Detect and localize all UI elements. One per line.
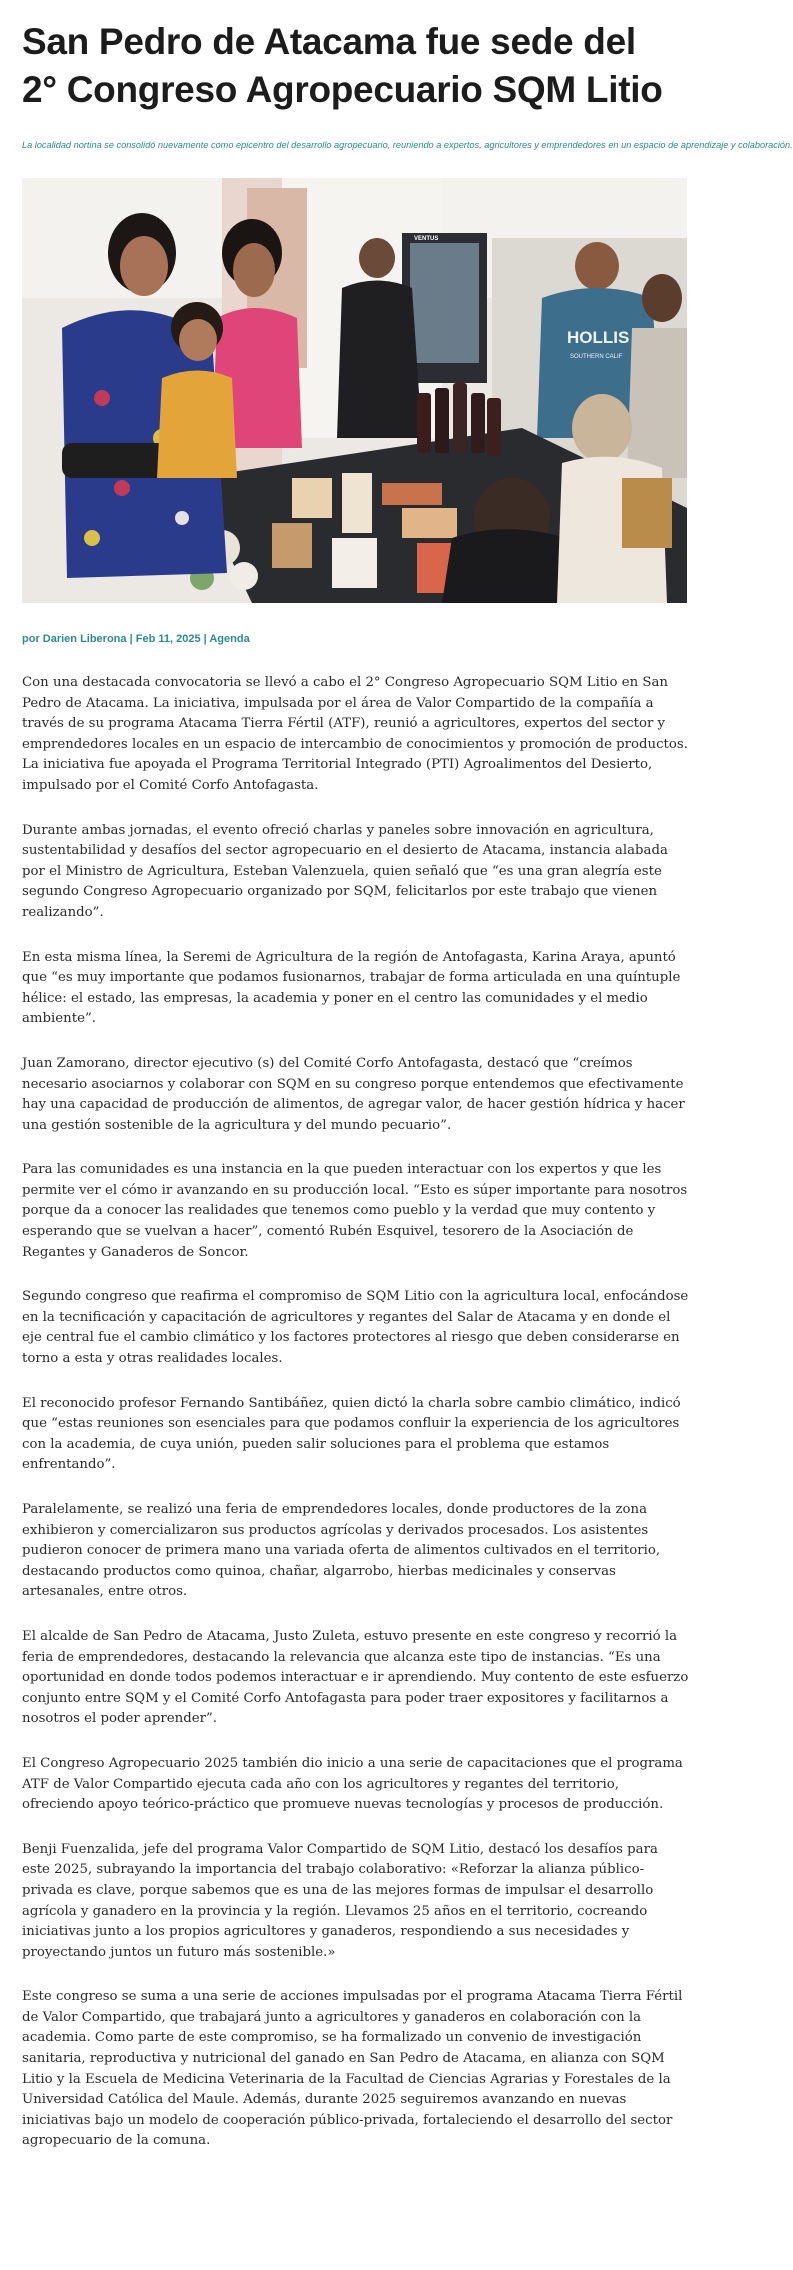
article-paragraph: El Congreso Agropecuario 2025 también dio inicio a una serie de capacitaciones que el programa ATF de Valor Compartido ejecuta cada año con los agricultores y regantes del territorio, ofreciendo apoyo teórico-práctico que promueve nuevas tecnologías y procesos de producción. <box>22 1755 683 1813</box>
article-paragraph: Durante ambas jornadas, el evento ofreció charlas y paneles sobre innovación en agricultura, sustentabilidad y desafíos del sector agropecuario en el desierto de Atacama, instancia alabada por el Ministro de Agricultura, Esteban Valenzuela, quien señaló que “es una gran alegría este segundo Congreso Agropecuario organizado por SQM, felicitarlos por este trabajo que vienen realizando”. <box>22 822 668 920</box>
article-paragraph: El alcalde de San Pedro de Atacama, Justo Zuleta, estuvo presente en este congreso y recorrió la feria de emprendedores, destacando la relevancia que alcanza este tipo de instancias. “Es una oportunidad en donde todos podemos interactuar e ir aprendiendo. Muy contento de este esfuerzo conjunto entre SQM y el Comité Corfo Antofagasta para poder traer expositores y facilitarnos a nosotros el poder aprender”. <box>22 1628 689 1727</box>
article-meta <box>22 632 250 646</box>
shirt-print-text: HOLLIS <box>567 328 630 347</box>
article-subtitle: La localidad nortina se consolidó nuevamente como epicentro del desarrollo agropecuario, reuniendo a expertos, agricultores y emprendedores en un espacio de aprendizaje y colaboración. <box>22 140 793 150</box>
article-paragraph: Paralelamente, se realizó una feria de emprendedores locales, donde productores de la zona exhibieron y comercializaron sus productos agrícolas y derivados procesados. Los asistentes pudieron conocer de primera mano una variada oferta de alimentos cultivados en el territorio, destacando productos como quinoa, chañar, algarrobo, hierbas medicinales y conservas artesanales, entre otros. <box>22 1502 661 1600</box>
article-paragraph: En esta misma línea, la Seremi de Agricultura de la región de Antofagasta, Karina Araya, apuntó que “es muy importante que podamos fusionarnos, trabajar de forma articulada en una quíntuple hélice: el estado, las empresas, la academia y poner en el centro las comunidades y el medio ambiente”. <box>22 949 681 1027</box>
article-paragraph: Para las comunidades es una instancia en la que pueden interactuar con los expertos y que les permite ver el cómo ir avanzando en su producción local. “Esto es súper importante para nosotros porque da a conocer las realidades que tenemos como pueblo y la verdad que muy contento y esperando que se vuelvan a hacer”, comentó Rubén Esquivel, tesorero de la Asociación de Regantes y Ganaderos de Soncor. <box>22 1162 688 1260</box>
article-paragraph: Juan Zamorano, director ejecutivo (s) del Comité Corfo Antofagasta, destacó que “creímos necesario asociarnos y colaborar con SQM en su congreso porque entendemos que efectivamente hay una capacidad de producción de alimentos, de agregar valor, de hacer gestión hídrica y hacer una gestión sostenible de la agricultura y del mundo pecuario”. <box>22 1055 685 1133</box>
article-paragraph: Benji Fuenzalida, jefe del programa Valor Compartido de SQM Litio, destacó los desafíos para este 2025, subrayando la importancia del trabajo colaborativo: «Reforzar la alianza público-privada es clave, porque sabemos que es una de las mejores formas de impulsar el desarrollo agrícola y ganadero en la provincia y la región. Llevamos 25 años en el territorio, cocreando iniciativas junto a los propios agricultores y ganaderos, respondiendo a sus necesidades y proyectando juntos un futuro más sostenible.» <box>22 1841 658 1960</box>
article-paragraph: El reconocido profesor Fernando Santibáñez, quien dictó la charla sobre cambio climático, indicó que “estas reuniones son esenciales para que podamos confluir la experiencia de los agricultores con la academia, de cuya unión, pueden salir soluciones para el problema que estamos enfrentando”. <box>22 1395 681 1473</box>
article-paragraph: Con una destacada convocatoria se llevó a cabo el 2° Congreso Agropecuario SQM Litio en San Pedro de Atacama. La iniciativa, impulsada por el área de Valor Compartido de la compañía a través de su programa Atacama Tierra Fértil (ATF), reunió a agricultores, expertos del sector y emprendedores locales en un espacio de intercambio de conocimientos y promoción de productos. La iniciativa fue apoyada el Programa Territorial Integrado (PTI) Agroalimentos del Desierto, impulsado por el Comité Corfo Antofagasta. <box>22 675 688 793</box>
shirt-print-subtext: SOUTHERN CALIF <box>570 354 623 360</box>
meta-separator: | <box>126 633 136 645</box>
author-link[interactable]: por Darien Liberona <box>22 633 127 645</box>
article-paragraph: Segundo congreso que reafirma el compromiso de SQM Litio con la agricultura local, enfocándose en la tecnificación y capacitación de agricultores y regantes del Salar de Atacama y en donde el eje central fue el cambio climático y los factores protectores al riesgo que deben considerarse en torno a esta y otras realidades locales. <box>22 1289 689 1367</box>
booth-sign-text: VENTUS <box>414 236 439 242</box>
meta-separator: | <box>200 633 210 645</box>
article-hero-photo <box>22 178 687 603</box>
article-title: San Pedro de Atacama fue sede del 2° Congreso Agropecuario SQM Litio <box>22 21 663 110</box>
article-body <box>22 673 689 2176</box>
article-paragraph: Este congreso se suma a una serie de acciones impulsadas por el programa Atacama Tierra Fértil de Valor Compartido, que trabajará junto a agricultores y ganaderos en colaboración con la academia. Como parte de este compromiso, se ha formalizado un convenio de investigación sanitaria, reproductiva y nutricional del ganado en San Pedro de Atacama, en alianza con SQM Litio y la Escuela de Medicina Veterinaria de la Facultad de Ciencias Agrarias y Forestales de la Universidad Católica del Maule. Además, durante 2025 seguiremos avanzando en nuevas iniciativas bajo un modelo de cooperación público-privada, fortaleciendo el desarrollo del sector agropecuario de la comuna. <box>22 1989 683 2149</box>
category-link[interactable]: Agenda <box>209 633 250 645</box>
publish-date: Feb 11, 2025 <box>135 633 201 645</box>
